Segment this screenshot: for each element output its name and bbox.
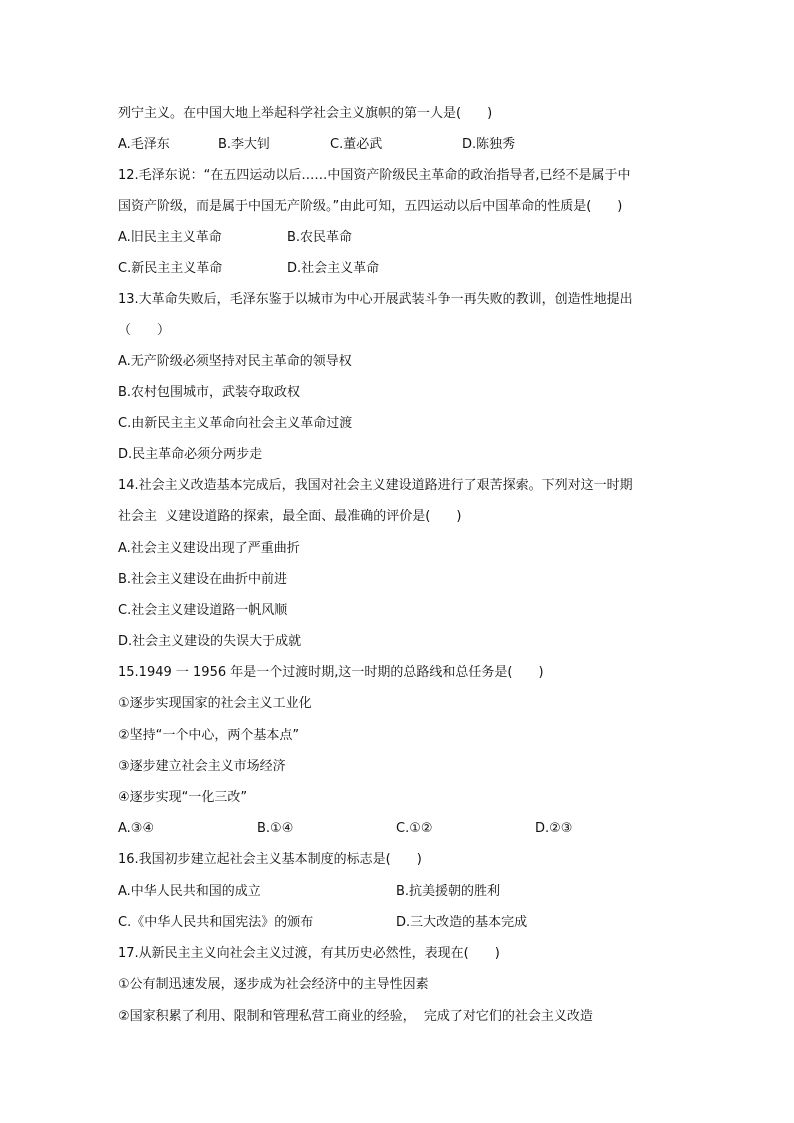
q16-option-a: A.中华人民共和国的成立 — [118, 884, 261, 899]
q16-option-b: B.抗美援朝的胜利 — [396, 884, 501, 899]
q16-stem: 16.我国初步建立起社会主义基本制度的标志是( ) — [118, 852, 422, 867]
q16-option-d: D.三大改造的基本完成 — [396, 915, 528, 930]
q14-option-b: B.社会主义建设在曲折中前进 — [118, 572, 288, 587]
q11-stem: 列宁主义。在中国大地上举起科学社会主义旗帜的第一人是( ) — [118, 106, 493, 121]
q12-option-b: B.农民革命 — [287, 230, 353, 245]
q13-stem-line2: （ ） — [118, 323, 171, 338]
q15-option-a: A.③④ — [118, 821, 155, 836]
q12-stem-line1: 12.毛泽东说：“在五四运动以后……中国资产阶级民主革命的政治指导者,已经不是属于中 — [118, 168, 631, 183]
q15-item-1: ①逐步实现国家的社会主义工业化 — [118, 696, 312, 711]
q13-option-b: B.农村包围城市，武装夺取政权 — [118, 385, 301, 400]
q14-stem-line1: 14.社会主义改造基本完成后，我国对社会主义建设道路进行了艰苦探索。下列对这一时期 — [118, 478, 633, 493]
q16-option-c: C.《中华人民共和国宪法》的颁布 — [118, 915, 314, 930]
q14-option-d: D.社会主义建设的失误大于成就 — [118, 634, 302, 649]
q12-option-a: A.旧民主主义革命 — [118, 230, 222, 245]
q12-option-d: D.社会主义革命 — [287, 261, 380, 276]
q15-option-b: B.①④ — [257, 821, 294, 836]
q17-item-1: ①公有制迅速发展，逐步成为社会经济中的主导性因素 — [118, 977, 429, 992]
q15-item-4: ④逐步实现“一化三改” — [118, 790, 248, 805]
q12-stem-line2: 国资产阶级，而是属于中国无产阶级。”由此可知，五四运动以后中国革命的性质是( ) — [118, 199, 623, 214]
q14-option-c: C.社会主义建设道路一帆风顺 — [118, 603, 288, 618]
q15-option-c: C.①② — [396, 821, 433, 836]
q13-stem-line1: 13.大革命失败后，毛泽东鉴于以城市为中心开展武装斗争一再失败的教训，创造性地提出 — [118, 292, 633, 307]
q12-option-c: C.新民主主义革命 — [118, 261, 223, 276]
q11-option-c: C.董必武 — [330, 137, 383, 152]
q15-stem: 15.1949 一 1956 年是一个过渡时期,这一时期的总路线和总任务是( ) — [118, 665, 544, 680]
q13-option-d: D.民主革命必须分两步走 — [118, 447, 263, 462]
q11-option-d: D.陈独秀 — [462, 137, 516, 152]
q13-option-c: C.由新民主主义革命向社会主义革命过渡 — [118, 416, 353, 431]
q14-stem-line2: 社会主 义建设道路的探索，最全面、最准确的评价是( ) — [118, 509, 462, 524]
q17-item-2: ②国家积累了利用、限制和管理私营工商业的经验， 完成了对它们的社会主义改造 — [118, 1009, 593, 1024]
q15-item-2: ②坚持“一个中心，两个基本点” — [118, 728, 300, 743]
q15-item-3: ③逐步建立社会主义市场经济 — [118, 759, 286, 774]
q17-stem: 17.从新民主主义向社会主义过渡，有其历史必然性，表现在( ) — [118, 946, 500, 961]
q11-option-b: B.李大钊 — [218, 137, 271, 152]
q15-option-d: D.②③ — [535, 821, 573, 836]
q11-option-a: A.毛泽东 — [118, 137, 170, 152]
q14-option-a: A.社会主义建设出现了严重曲折 — [118, 541, 300, 556]
q13-option-a: A.无产阶级必须坚持对民主革命的领导权 — [118, 354, 352, 369]
